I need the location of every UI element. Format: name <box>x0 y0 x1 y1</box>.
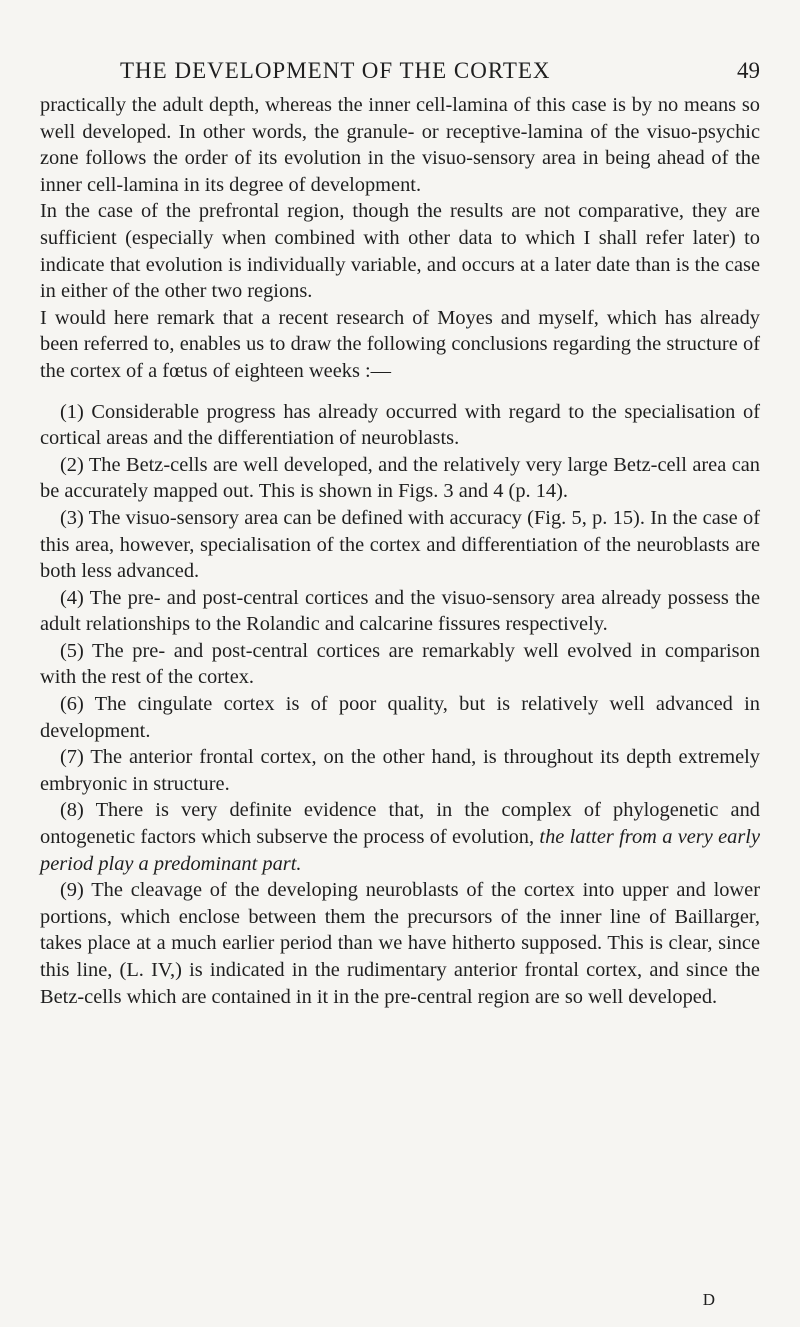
list-item-8 <box>40 797 760 877</box>
list-item: (3) The visuo-sensory area can be defined with accuracy (Fig. 5, p. 15). In the case of this area, however, specialisation of the cortex and differentiation of the neuroblasts are both less advanced. <box>40 506 760 583</box>
paragraph-continuation: practically the adult depth, whereas the inner cell-lamina of this case is by no means so well developed. In other words, the granule- or receptive-lamina of the visuo-psychic zone follows the order of its evolution in the visuo-sensory area in being ahead of the inner cell-lamina in its degree of development. <box>40 94 760 196</box>
list-item: (4) The pre- and post-central cortices and the visuo-sensory area already possess the adult relationships to the Rolandic and calcarine fissures respectively. <box>40 586 760 636</box>
list-item-9: (9) The cleavage of the developing neuroblasts of the cortex into upper and lower portions, which enclose between them the precursors of the inner line of Baillarger, takes place at a much earlier period than we have hitherto supposed. This is clear, since this line, (L. IV,) is indicated in the rudimentary anterior frontal cortex, and since the Betz-cells which are contained in it in the pre-central region are so well developed. <box>40 879 760 1008</box>
list-item: (1) Considerable progress has already occurred with regard to the specialisation of cortical areas and the differentiation of neuroblasts. <box>40 400 760 450</box>
item-8-emphasis: the latter from a very early period play a predominant part. <box>40 826 760 875</box>
paragraph-research: I would here remark that a recent research of Moyes and myself, which has already been referred to, enables us to draw the following conclusions regarding the structure of the cortex of a fœtus of eighteen weeks :— <box>40 306 760 382</box>
body-text <box>40 92 760 1010</box>
list-item: (2) The Betz-cells are well developed, and the relatively very large Betz-cell area can be accurately mapped out. This is shown in Figs. 3 and 4 (p. 14). <box>40 453 760 503</box>
paragraph-prefrontal: In the case of the prefrontal region, though the results are not comparative, they are sufficient (especially when combined with other data to which I shall refer later) to indicate that evolution is individually variable, and occurs at a later date than is the case in either of the other two regions. <box>40 200 760 303</box>
signature-mark: D <box>702 1290 716 1309</box>
list-item: (6) The cingulate cortex is of poor quality, but is relatively well advanced in development. <box>40 693 760 742</box>
running-head <box>40 58 760 88</box>
list-item: (7) The anterior frontal cortex, on the other hand, is throughout its depth extremely embryonic in structure. <box>40 746 760 795</box>
item-8-text: (8) There is very definite evidence that, in the complex of phylogenetic and ontogenetic factors which subserve the process of evolution, <box>40 799 760 849</box>
running-title: THE DEVELOPMENT OF THE CORTEX <box>120 58 551 83</box>
page-number: 49 <box>737 58 760 83</box>
list-item: (5) The pre- and post-central cortices are remarkably well evolved in comparison with the rest of the cortex. <box>40 639 760 689</box>
section-gap <box>40 385 760 399</box>
